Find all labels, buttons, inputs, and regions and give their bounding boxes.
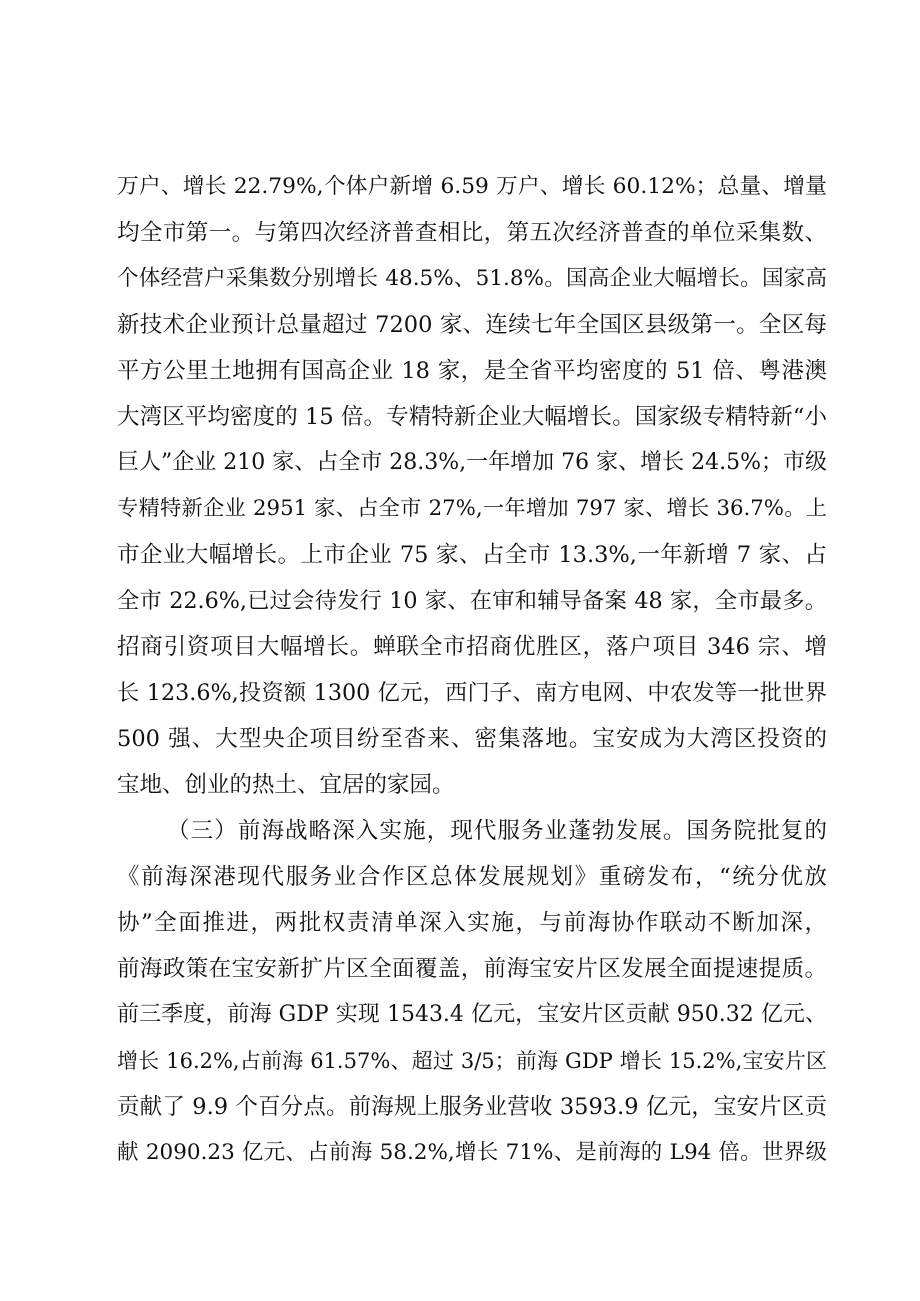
text-line: 个体经营户采集数分别增长 48.5%、51.8%。国高企业大幅增长。国家高 <box>117 266 827 291</box>
text-line: 长 123.6%,投资额 1300 亿元，西门子、南方电网、中农发等一批世界 <box>117 680 827 706</box>
text-line: 专精特新企业 2951 家、占全市 27%,一年增加 797 家、增长 36.7%。上 <box>117 496 827 521</box>
body-text <box>117 164 827 1176</box>
section-heading-line: （三）前海战略深入实施，现代服务业蓬勃发展。国务院批复的 <box>167 818 827 844</box>
text-line: 全市 22.6%,已过会待发行 10 家、在审和辅导备案 48 家，全市最多。 <box>117 588 827 614</box>
text-line: 宝地、创业的热土、宜居的家园。 <box>117 772 455 798</box>
text-line: 献 2090.23 亿元、占前海 58.2%,增长 71%、是前海的 L94 倍。世界级 <box>117 1140 827 1165</box>
text-line: 《前海深港现代服务业合作区总体发展规划》重磅发布，“统分优放 <box>117 864 827 890</box>
text-line: 万户、增长 22.79%,个体户新增 6.59 万户、增长 60.12%；总量、增量 <box>117 174 827 199</box>
text-line: 协”全面推进，两批权责清单深入实施，与前海协作联动不断加深， <box>117 910 827 936</box>
text-line: 大湾区平均密度的 15 倍。专精特新企业大幅增长。国家级专精特新“小 <box>117 404 827 430</box>
text-line: 巨人”企业 210 家、占全市 28.3%,一年增加 76 家、增长 24.5%；市级 <box>117 450 827 475</box>
text-line: 市企业大幅增长。上市企业 75 家、占全市 13.3%,一年新增 7 家、占 <box>117 542 827 568</box>
text-line: 均全市第一。与第四次经济普查相比，第五次经济普查的单位采集数、 <box>117 220 827 246</box>
text-line: 前三季度，前海 GDP 实现 1543.4 亿元，宝安片区贡献 950.32 亿元、 <box>117 1002 827 1027</box>
text-line: 500 强、大型央企项目纷至沓来、密集落地。宝安成为大湾区投资的 <box>117 726 827 752</box>
text-line: 增长 16.2%,占前海 61.57%、超过 3/5；前海 GDP 增长 15.2%,宝安片区 <box>117 1049 827 1073</box>
text-line: 前海政策在宝安新扩片区全面覆盖，前海宝安片区发展全面提速提质。 <box>117 956 827 982</box>
text-line: 新技术企业预计总量超过 7200 家、连续七年全国区县级第一。全区每 <box>117 312 827 338</box>
text-line: 平方公里土地拥有国高企业 18 家，是全省平均密度的 51 倍、粤港澳 <box>117 358 827 384</box>
text-line: 招商引资项目大幅增长。蝉联全市招商优胜区，落户项目 346 宗、增 <box>117 634 827 660</box>
text-line: 贡献了 9.9 个百分点。前海规上服务业营收 3593.9 亿元，宝安片区贡 <box>117 1094 827 1120</box>
